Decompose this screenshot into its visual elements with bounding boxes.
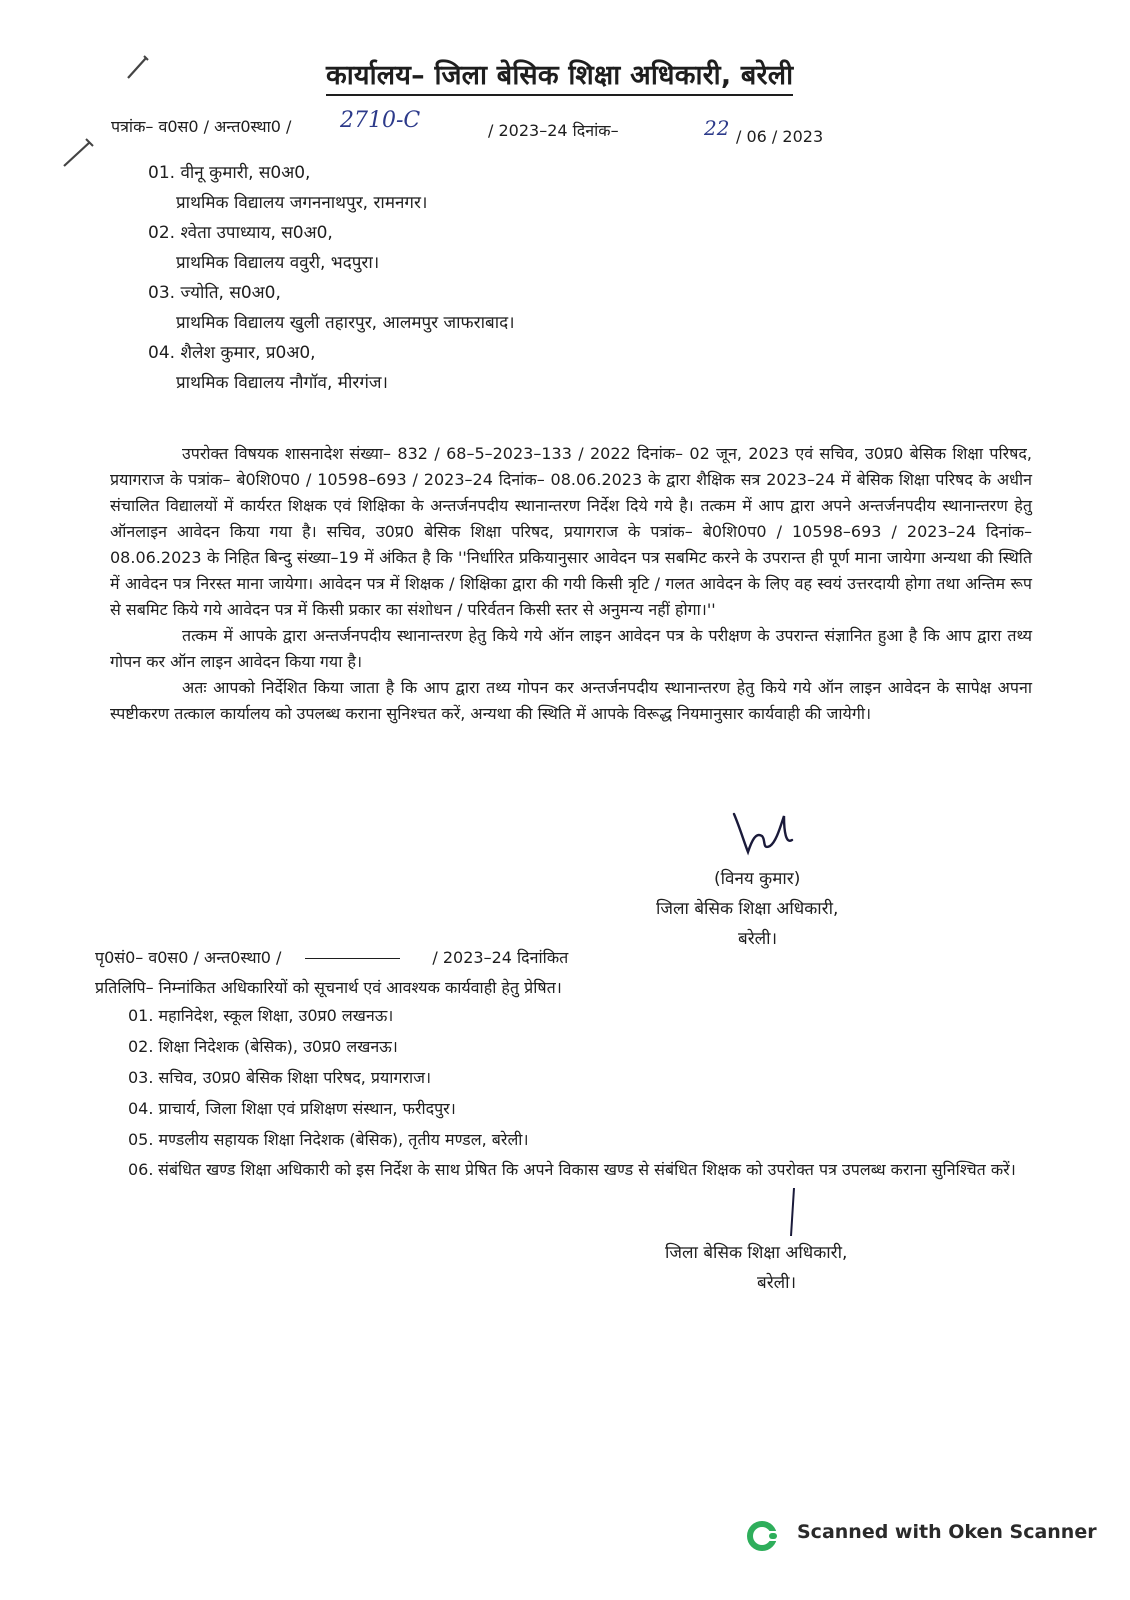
letter-body bbox=[110, 441, 1032, 727]
addressee-list bbox=[148, 158, 515, 398]
officer-name: (विनय कुमार) bbox=[714, 869, 801, 889]
copy-recipient-1: 01. महानिदेश, स्कूल शिक्षा, उ0प्र0 लखनऊ। bbox=[128, 1006, 394, 1025]
addressee-1-school: प्राथमिक विद्यालय जगननाथपुर, रामनगर। bbox=[176, 193, 428, 213]
officer-designation: जिला बेसिक शिक्षा अधिकारी, bbox=[656, 899, 839, 919]
handwritten-letter-number: 2710-C bbox=[340, 108, 421, 133]
copy-recipient-6 bbox=[128, 1156, 1038, 1184]
staple-mark bbox=[122, 52, 152, 82]
addressee-4-school: प्राथमिक विद्यालय नौगॉव, मीरगंज। bbox=[176, 373, 388, 393]
signature-mark bbox=[726, 806, 806, 862]
copy-recipient-6-text: संबंधित खण्ड शिक्षा अधिकारी को इस निर्देश के साथ प्रेषित कि अपने विकास खण्ड से संबंधित शिक्षक को उपरोक्त पत्र उपलब्ध कराना सुनिश्चित करें। bbox=[158, 1160, 1016, 1179]
addressee-2-school: प्राथमिक विद्यालय ववुरी, भदपुरा। bbox=[176, 253, 380, 273]
copy-recipient-5: 05. मण्डलीय सहायक शिक्षा निदेशक (बेसिक), तृतीय मण्डल, बरेली। bbox=[128, 1130, 529, 1149]
handwritten-day: 22 bbox=[704, 116, 730, 140]
officer-place: बरेली। bbox=[738, 929, 778, 949]
officer2-place: बरेली। bbox=[757, 1273, 797, 1293]
copy-recipient-4: 04. प्राचार्य, जिला शिक्षा एवं प्रशिक्षण संस्थान, फरीदपुर। bbox=[128, 1099, 456, 1118]
pin-mark bbox=[58, 136, 98, 170]
reference-date: / 06 / 2023 bbox=[736, 127, 824, 146]
addressee-3-name: 03. ज्योति, स0अ0, bbox=[148, 283, 281, 303]
initial-mark bbox=[786, 1186, 800, 1238]
body-paragraph-2: तत्कम में आपके द्वारा अन्तर्जनपदीय स्थानान्तरण हेतु किये गये ऑन लाइन आवेदन पत्र के परीक्षण के उपरान्त संज्ञानित हुआ है कि आप द्वारा तथ्य गोपन कर ऑन लाइन आवेदन किया गया है। bbox=[110, 626, 1032, 671]
copy-to-line: प्रतिलिपि– निम्नांकित अधिकारियों को सूचनार्थ एवं आवश्यक कार्यवाही हेतु प्रेषित। bbox=[95, 978, 562, 997]
copy-recipient-3: 03. सचिव, उ0प्र0 बेसिक शिक्षा परिषद, प्रयागराज। bbox=[128, 1068, 432, 1087]
addressee-4-name: 04. शैलेश कुमार, प्र0अ0, bbox=[148, 343, 316, 363]
copy-recipient-list bbox=[128, 1000, 529, 1155]
copy-recipient-6-number: 06. bbox=[128, 1160, 154, 1179]
body-paragraph-3: अतः आपको निर्देशित किया जाता है कि आप द्वारा तथ्य गोपन कर अन्तर्जनपदीय स्थानान्तरण हेतु किये गये ऑन लाइन आवेदन के सापेक्ष अपना स्पष्टीकरण तत्काल कार्यालय को उपलब्ध कराना सुनिश्चत करें, अन्यथा की स्थिति में आपके विरूद्ध नियमानुसार कार्यवाही की जायेगी। bbox=[110, 678, 1032, 723]
addressee-1-name: 01. वीनू कुमारी, स0अ0, bbox=[148, 163, 311, 183]
endorsement-reference bbox=[95, 946, 568, 968]
body-paragraph-1: उपरोक्त विषयक शासनादेश संख्या– 832 / 68–5–2023–133 / 2022 दिनांक– 02 जून, 2023 एवं सचिव, उ0प्र0 बेसिक शिक्षा परिषद, प्रयागराज के पत्रांक– बे0शि0प0 / 10598–693 / 2023–24 दिनांक– 08.06.2023 के द्वारा शैक्षिक सत्र 2023–24 में बेसिक शिक्षा परिषद के अधीन संचालित विद्यालयों में कार्यरत शिक्षक एवं शिक्षिका के अन्तर्जनपदीय स्थानान्तरण निर्देश दिये गये है। तत्कम में आप द्वारा अपने अन्तर्जनपदीय स्थानान्तरण हेतु ऑनलाइन आवेदन किया गया है। सचिव, उ0प्र0 बेसिक शिक्षा परिषद, प्रयागराज के पत्रांक– बे0शि0प0 / 10598–693 / 2023–24 दिनांक– 08.06.2023 के निहित बिन्दु संख्या–19 में अंकित है कि ''निर्धारित प्रकियानुसार आवेदन पत्र सबमिट करने के उपरान्त ही पूर्ण माना जायेगा अन्यथा की स्थिति में आवेदन पत्र निरस्त माना जायेगा। आवेदन पत्र में शिक्षक / शिक्षिका द्वारा की गयी किसी त्रृटि / गलत आवेदन के लिए वह स्वयं उत्तरदायी होगा तथा अन्तिम रूप से सबमिट किये गये आवेदन पत्र में किसी प्रकार का संशोधन / परिर्वतन किसी स्तर से अनुमन्य नहीं होगा।'' bbox=[110, 444, 1032, 619]
blank-number-line bbox=[305, 958, 400, 959]
endorsement-ref-prefix: पृ0सं0– व0स0 / अन्त0स्था0 / bbox=[95, 948, 282, 967]
addressee-2-name: 02. श्वेता उपाध्याय, स0अ0, bbox=[148, 223, 333, 243]
copy-recipient-2: 02. शिक्षा निदेशक (बेसिक), उ0प्र0 लखनऊ। bbox=[128, 1037, 398, 1056]
scanner-watermark: Scanned with Oken Scanner bbox=[797, 1521, 1097, 1543]
reference-prefix: पत्रांक– व0स0 / अन्त0स्था0 / bbox=[111, 117, 292, 136]
addressee-3-school: प्राथमिक विद्यालय खुली तहारपुर, आलमपुर जाफराबाद। bbox=[176, 313, 515, 333]
office-title: कार्यालय– जिला बेसिक शिक्षा अधिकारी, बरेली bbox=[326, 55, 793, 96]
scanner-logo-icon bbox=[747, 1519, 781, 1553]
endorsement-ref-suffix: / 2023–24 दिनांकित bbox=[432, 948, 569, 967]
officer2-designation: जिला बेसिक शिक्षा अधिकारी, bbox=[665, 1243, 848, 1263]
reference-year: / 2023–24 दिनांक– bbox=[488, 121, 619, 140]
